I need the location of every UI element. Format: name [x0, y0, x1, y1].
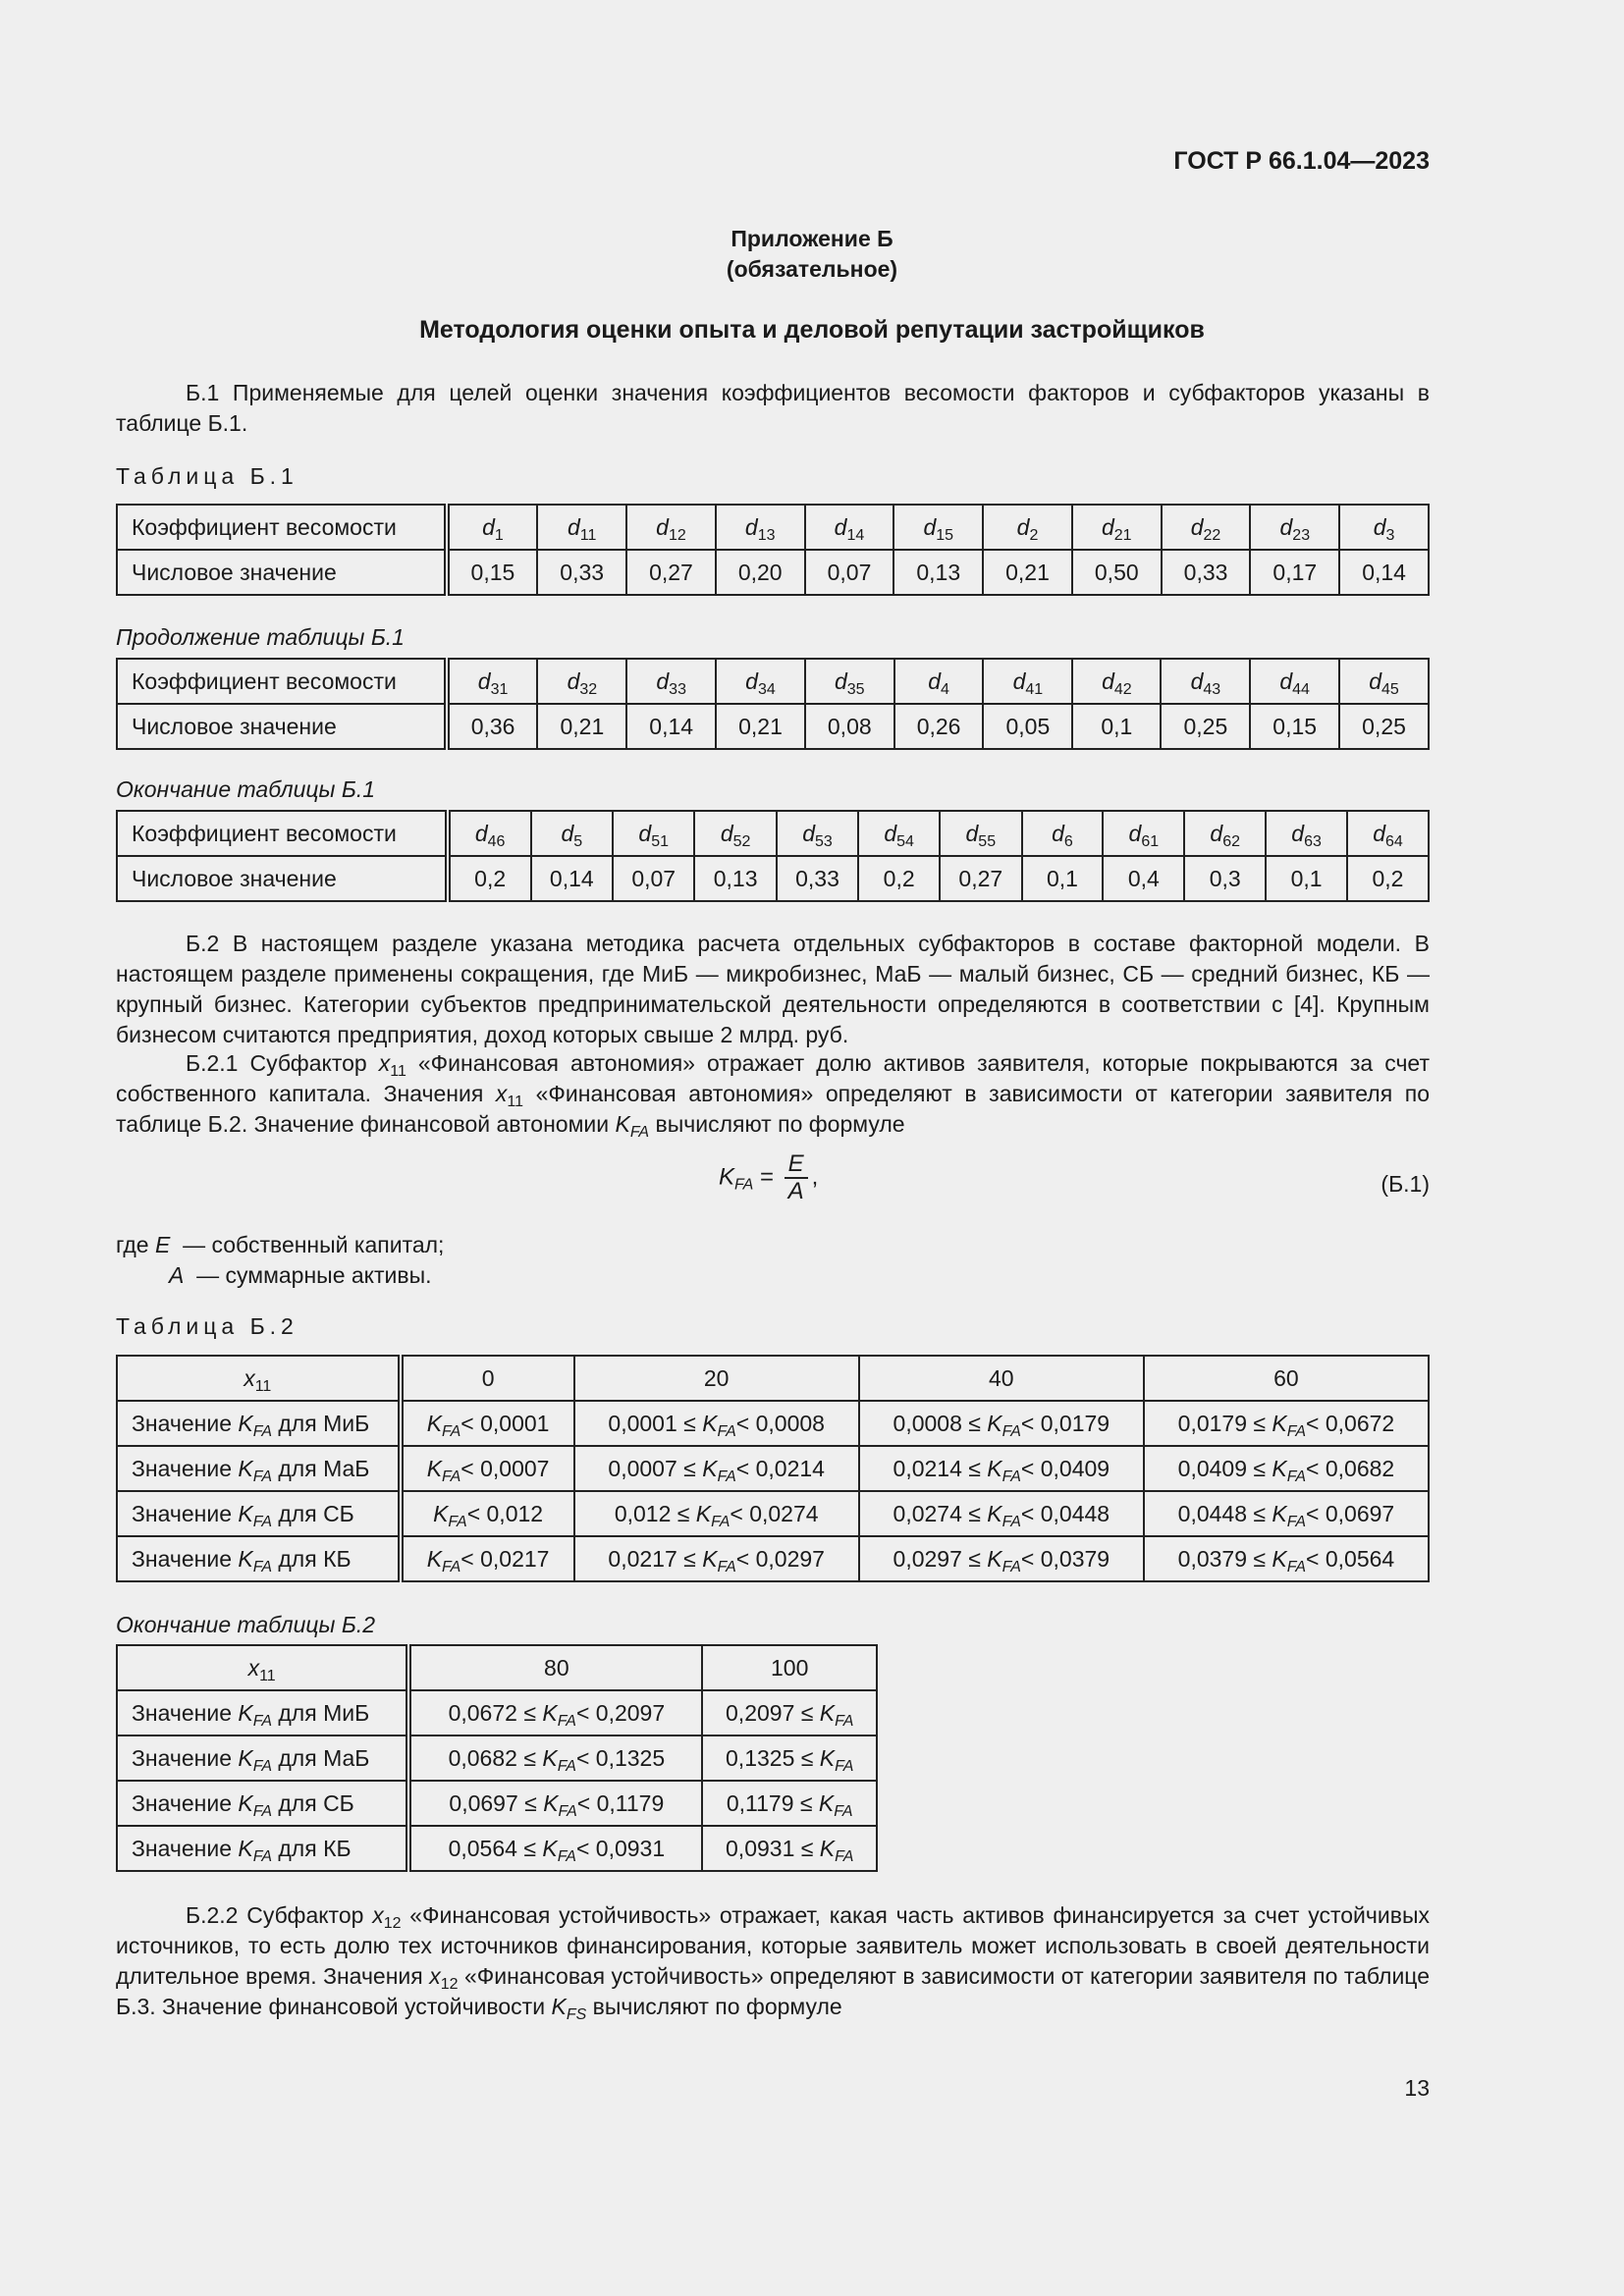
- coefficient-row: [117, 811, 1429, 856]
- paragraph-b22: Б.2.2 Субфактор $x_{12}$ «Финансовая устойчивость» отражает, какая часть активов финансируется за счет устойчивых источников, то есть долю тех источников финансирования, которые заявитель может использовать в своей деятельности длительное время. Значения $x_{12}$ «Финансовая устойчивость» определяют в зависимости от категории заявителя по таблице Б.3. Значение финансовой устойчивости $K_{FS}$ вычисляют по формуле: [116, 1902, 1431, 2023]
- range-cell: $0,1179 \le K_{FA}$: [702, 1781, 877, 1826]
- score-header: 60: [1144, 1356, 1429, 1401]
- coefficient-cell: $d_3$: [1339, 505, 1429, 550]
- coefficient-cell: $d_{41}$: [983, 659, 1072, 704]
- value-cell: 0,13: [694, 856, 776, 901]
- value-cell: 0,07: [805, 550, 894, 595]
- coefficient-cell: $d_{45}$: [1339, 659, 1429, 704]
- value-cell: 0,33: [777, 856, 858, 901]
- coefficient-row: [117, 505, 1429, 550]
- value-cell: 0,14: [626, 704, 716, 749]
- coefficient-cell: $d_{31}$: [447, 659, 538, 704]
- score-header: 100: [702, 1645, 877, 1690]
- value-cell: 0,21: [983, 550, 1072, 595]
- paragraph-b21: Б.2.1 Субфактор $x_{11}$ «Финансовая автономия» отражает долю активов заявителя, которые покрываются за счет собственного капитала. Значения $x_{11}$ «Финансовая автономия» определяют в зависимости от категории заявителя по таблице Б.2. Значение финансовой автономии $K_{FA}$ вычисляют по формуле: [116, 1050, 1430, 1141]
- value-cell: 0,1: [1072, 704, 1161, 749]
- value-cell: 0,2: [448, 856, 531, 901]
- table-b2-caption: Таблица Б.2: [116, 1313, 298, 1339]
- category-label: Значение $K_{FA}$ для КБ: [117, 1536, 401, 1581]
- standard-designation: ГОСТ Р 66.1.04—2023: [1173, 147, 1430, 175]
- header-row: [117, 1356, 1429, 1401]
- formula-b1: $K_{FA}$ = $\frac{E}{A}$ ,: [719, 1150, 819, 1204]
- score-header: 20: [574, 1356, 859, 1401]
- table-row: [117, 1781, 877, 1826]
- coefficient-cell: $d_{34}$: [716, 659, 805, 704]
- value-cell: 0,33: [537, 550, 626, 595]
- table-row: [117, 1690, 877, 1735]
- coefficient-row: [117, 659, 1429, 704]
- coefficient-cell: $d_{62}$: [1184, 811, 1266, 856]
- coefficient-cell: $d_{55}$: [940, 811, 1021, 856]
- coefficient-cell: $d_{11}$: [537, 505, 626, 550]
- range-cell: $0,0564 \le K_{FA}< 0,0931$: [408, 1826, 702, 1871]
- value-cell: 0,13: [893, 550, 983, 595]
- coefficient-cell: $d_6$: [1022, 811, 1104, 856]
- table-row: [117, 1401, 1429, 1446]
- range-cell: $0,0379 \le K_{FA}< 0,0564$: [1144, 1536, 1429, 1581]
- table-row: [117, 1446, 1429, 1491]
- category-label: Значение $K_{FA}$ для СБ: [117, 1781, 408, 1826]
- value-cell: 0,36: [447, 704, 538, 749]
- category-label: Значение $K_{FA}$ для МаБ: [117, 1735, 408, 1781]
- table-b2-end-caption: Окончание таблицы Б.2: [116, 1612, 376, 1637]
- value-cell: 0,2: [858, 856, 940, 901]
- range-cell: $0,0682 \le K_{FA}< 0,1325$: [408, 1735, 702, 1781]
- table-row: [117, 1735, 877, 1781]
- row-label: Числовое значение: [117, 704, 447, 749]
- coefficient-cell: $d_{15}$: [893, 505, 983, 550]
- score-header: 40: [859, 1356, 1144, 1401]
- category-label: Значение $K_{FA}$ для МаБ: [117, 1446, 401, 1491]
- category-label: Значение $K_{FA}$ для СБ: [117, 1491, 401, 1536]
- range-cell: $0,0214 \le K_{FA}< 0,0409$: [859, 1446, 1144, 1491]
- value-cell: 0,07: [613, 856, 694, 901]
- coefficient-cell: $d_{64}$: [1347, 811, 1429, 856]
- methodology-title: Методология оценки опыта и деловой репутации застройщиков: [419, 316, 1205, 344]
- value-cell: 0,27: [626, 550, 716, 595]
- value-cell: 0,08: [805, 704, 894, 749]
- value-cell: 0,1: [1022, 856, 1104, 901]
- table-row: [117, 1491, 1429, 1536]
- value-cell: 0,25: [1339, 704, 1429, 749]
- coefficient-cell: $d_{35}$: [805, 659, 894, 704]
- x11-header: $x_{11}$: [117, 1356, 401, 1401]
- formula-legend: где E — собственный капитал; A — суммарные активы.: [116, 1232, 445, 1288]
- header-row: [117, 1645, 877, 1690]
- range-cell: $0,0931 \le K_{FA}$: [702, 1826, 877, 1871]
- range-cell: $0,0007 \le K_{FA}< 0,0214$: [574, 1446, 859, 1491]
- table-b1-caption: Таблица Б.1: [116, 463, 298, 489]
- coefficient-cell: $d_{23}$: [1250, 505, 1339, 550]
- value-cell: 0,21: [716, 704, 805, 749]
- range-cell: $K_{FA}< 0,012$: [401, 1491, 574, 1536]
- range-cell: $0,0672 \le K_{FA}< 0,2097$: [408, 1690, 702, 1735]
- coefficient-cell: $d_{46}$: [448, 811, 531, 856]
- row-label: Коэффициент весомости: [117, 811, 448, 856]
- range-cell: $K_{FA}< 0,0217$: [401, 1536, 574, 1581]
- coefficient-cell: $d_2$: [983, 505, 1072, 550]
- range-cell: $0,0001 \le K_{FA}< 0,0008$: [574, 1401, 859, 1446]
- table-b1-part3: [116, 810, 1430, 902]
- value-cell: 0,14: [1339, 550, 1429, 595]
- range-cell: $0,0179 \le K_{FA}< 0,0672$: [1144, 1401, 1429, 1446]
- value-cell: 0,25: [1161, 704, 1250, 749]
- coefficient-cell: $d_{21}$: [1072, 505, 1162, 550]
- range-cell: $0,2097 \le K_{FA}$: [702, 1690, 877, 1735]
- table-row: [117, 1536, 1429, 1581]
- formula-number: (Б.1): [1380, 1171, 1430, 1197]
- value-cell: 0,50: [1072, 550, 1162, 595]
- value-cell: 0,3: [1184, 856, 1266, 901]
- value-row: [117, 856, 1429, 901]
- row-label: Числовое значение: [117, 550, 447, 595]
- row-label: Коэффициент весомости: [117, 505, 447, 550]
- x11-header: $x_{11}$: [117, 1645, 408, 1690]
- coefficient-cell: $d_{43}$: [1161, 659, 1250, 704]
- range-cell: $K_{FA}< 0,0001$: [401, 1401, 574, 1446]
- range-cell: $0,0274 \le K_{FA}< 0,0448$: [859, 1491, 1144, 1536]
- paragraph-b2: Б.2 В настоящем разделе указана методика расчета отдельных субфакторов в составе факторной модели. В настоящем разделе применены сокращения, где МиБ — микробизнес, МаБ — малый бизнес, СБ — средний бизнес, КБ — крупный бизнес. Категории субъектов предпринимательской деятельности определяются в соответствии с [4]. Крупным бизнесом считаются предприятия, доход которых свыше 2 млрд. руб.: [116, 931, 1430, 1047]
- value-cell: 0,21: [537, 704, 626, 749]
- coefficient-cell: $d_{44}$: [1250, 659, 1339, 704]
- category-label: Значение $K_{FA}$ для КБ: [117, 1826, 408, 1871]
- table-row: [117, 1826, 877, 1871]
- coefficient-cell: $d_1$: [447, 505, 538, 550]
- score-header: 0: [401, 1356, 574, 1401]
- range-cell: $0,0217 \le K_{FA}< 0,0297$: [574, 1536, 859, 1581]
- range-cell: $0,012 \le K_{FA}< 0,0274$: [574, 1491, 859, 1536]
- score-header: 80: [408, 1645, 702, 1690]
- value-cell: 0,33: [1162, 550, 1251, 595]
- formula-fraction: $\frac{E}{A}$: [785, 1151, 808, 1204]
- value-row: [117, 704, 1429, 749]
- appendix-status: (обязательное): [726, 256, 898, 282]
- category-label: Значение $K_{FA}$ для МиБ: [117, 1690, 408, 1735]
- value-cell: 0,20: [716, 550, 805, 595]
- range-cell: $K_{FA}< 0,0007$: [401, 1446, 574, 1491]
- value-cell: 0,26: [894, 704, 984, 749]
- coefficient-cell: $d_{12}$: [626, 505, 716, 550]
- value-cell: 0,27: [940, 856, 1021, 901]
- value-cell: 0,2: [1347, 856, 1429, 901]
- paragraph-b1: Б.1 Применяемые для целей оценки значения коэффициентов весомости факторов и субфакторов указаны в таблице Б.1.: [116, 380, 1430, 436]
- coefficient-cell: $d_{53}$: [777, 811, 858, 856]
- coefficient-cell: $d_{33}$: [626, 659, 716, 704]
- coefficient-cell: $d_{61}$: [1103, 811, 1184, 856]
- value-cell: 0,1: [1266, 856, 1347, 901]
- value-cell: 0,15: [447, 550, 538, 595]
- table-b1-part1: [116, 504, 1430, 596]
- table-b1-end-caption: Окончание таблицы Б.1: [116, 776, 376, 802]
- range-cell: $0,0448 \le K_{FA}< 0,0697$: [1144, 1491, 1429, 1536]
- coefficient-cell: $d_{51}$: [613, 811, 694, 856]
- coefficient-cell: $d_{52}$: [694, 811, 776, 856]
- table-b2-end: [116, 1644, 878, 1872]
- coefficient-cell: $d_{54}$: [858, 811, 940, 856]
- coefficient-cell: $d_5$: [531, 811, 613, 856]
- range-cell: $0,0697 \le K_{FA}< 0,1179$: [408, 1781, 702, 1826]
- value-cell: 0,4: [1103, 856, 1184, 901]
- row-label: Коэффициент весомости: [117, 659, 447, 704]
- coefficient-cell: $d_{32}$: [537, 659, 626, 704]
- range-cell: $0,1325 \le K_{FA}$: [702, 1735, 877, 1781]
- range-cell: $0,0409 \le K_{FA}< 0,0682$: [1144, 1446, 1429, 1491]
- coefficient-cell: $d_4$: [894, 659, 984, 704]
- appendix-title: Приложение Б: [731, 226, 893, 251]
- coefficient-cell: $d_{42}$: [1072, 659, 1161, 704]
- range-cell: $0,0297 \le K_{FA}< 0,0379$: [859, 1536, 1144, 1581]
- value-cell: 0,15: [1250, 704, 1339, 749]
- value-cell: 0,05: [983, 704, 1072, 749]
- row-label: Числовое значение: [117, 856, 448, 901]
- value-cell: 0,14: [531, 856, 613, 901]
- table-b1-part2: [116, 658, 1430, 750]
- value-row: [117, 550, 1429, 595]
- coefficient-cell: $d_{22}$: [1162, 505, 1251, 550]
- table-b2: [116, 1355, 1430, 1582]
- category-label: Значение $K_{FA}$ для МиБ: [117, 1401, 401, 1446]
- coefficient-cell: $d_{63}$: [1266, 811, 1347, 856]
- page-number: 13: [1404, 2075, 1430, 2101]
- coefficient-cell: $d_{13}$: [716, 505, 805, 550]
- range-cell: $0,0008 \le K_{FA}< 0,0179$: [859, 1401, 1144, 1446]
- table-b1-cont-caption: Продолжение таблицы Б.1: [116, 624, 405, 650]
- value-cell: 0,17: [1250, 550, 1339, 595]
- coefficient-cell: $d_{14}$: [805, 505, 894, 550]
- appendix-heading: [0, 224, 1624, 285]
